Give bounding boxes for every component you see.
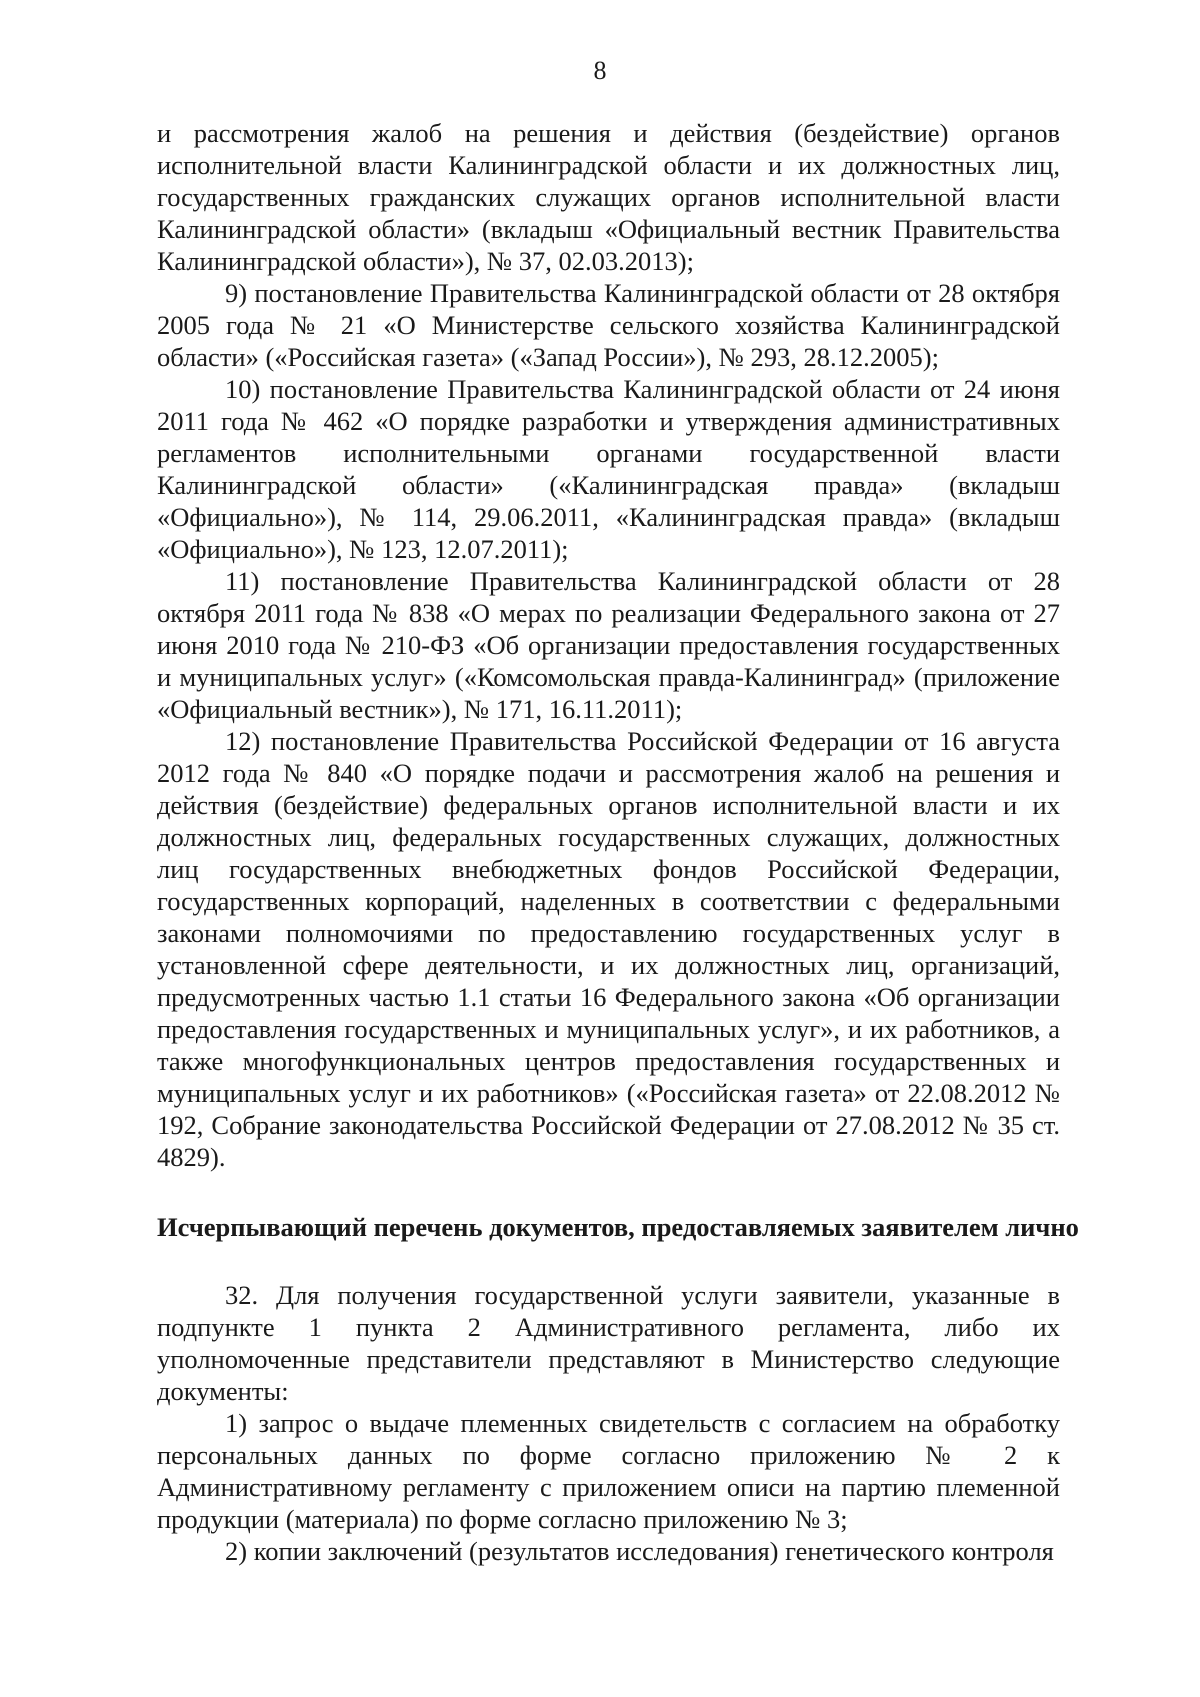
paragraph-item-9: 9) постановление Правительства Калининградской области от 28 октября 2005 года № 21 «О Министерстве сельского хозяйства Калининградской области» («Российская газета» («Запад России»), № 293, 28.12.2005);: [157, 278, 1060, 372]
page-number: 8: [593, 56, 607, 85]
paragraph-item-10: 10) постановление Правительства Калининградской области от 24 июня 2011 года № 462 «О порядке разработки и утверждения административных регламентов исполнительными органами государственной власти Калининградской области» («Калининградская правда» (вкладыш «Официально»), № 114, 29.06.2011, «Калининградская правда» (вкладыш «Официально»), № 123, 12.07.2011);: [157, 374, 1060, 564]
paragraph-32: 32. Для получения государственной услуги заявители, указанные в подпункте 1 пункта 2 Административного регламента, либо их уполномоченные представители представляют в Министерство следующие документы:: [157, 1280, 1060, 1406]
paragraph-32-item-1: 1) запрос о выдаче племенных свидетельств с согласием на обработку персональных данных по форме согласно приложению № 2 к Административному регламенту с приложением описи на партию племенной продукции (материала) по форме согласно приложению № 3;: [157, 1408, 1060, 1534]
paragraph-item-12: 12) постановление Правительства Российской Федерации от 16 августа 2012 года № 840 «О порядке подачи и рассмотрения жалоб на решения и действия (бездействие) федеральных органов исполнительной власти и их должностных лиц, федеральных государственных служащих, должностных лиц государственных внебюджетных фондов Российской Федерации, государственных корпораций, наделенных в соответствии с федеральными законами полномочиями по предоставлению государственных услуг в установленной сфере деятельности, и их должностных лиц, организаций, предусмотренных частью 1.1 статьи 16 Федерального закона «Об организации предоставления государственных и муниципальных услуг», и их работников, а также многофункциональных центров предоставления государственных и муниципальных услуг и их работников» («Российская газета» от 22.08.2012 № 192, Собрание законодательства Российской Федерации от 27.08.2012 № 35 ст. 4829).: [157, 726, 1060, 1172]
paragraph-item-11: 11) постановление Правительства Калининградской области от 28 октября 2011 года № 838 «О мерах по реализации Федерального закона от 27 июня 2010 года № 210-ФЗ «Об организации предоставления государственных и муниципальных услуг» («Комсомольская правда-Калининград» (приложение «Официальный вестник»), № 171, 16.11.2011);: [157, 566, 1060, 724]
section-heading: Исчерпывающий перечень документов, предоставляемых заявителем лично: [157, 1212, 1079, 1242]
paragraph-continuation: и рассмотрения жалоб на решения и действия (бездействие) органов исполнительной власти Калининградской области и их должностных лиц, государственных гражданских служащих органов исполнительной власти Калининградской области» (вкладыш «Официальный вестник Правительства Калининградской области»), № 37, 02.03.2013);: [157, 118, 1060, 276]
document-body: [157, 117, 1079, 1567]
paragraph-32-item-2: 2) копии заключений (результатов исследования) генетического контроля: [225, 1536, 1054, 1566]
